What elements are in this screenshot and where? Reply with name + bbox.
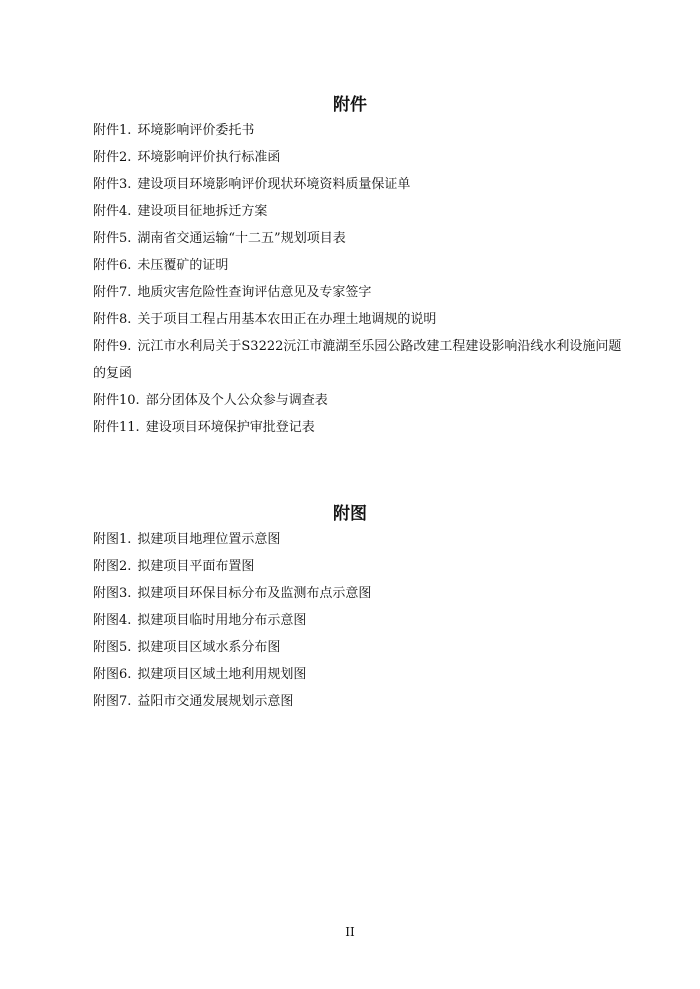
figure-number: 附图6. <box>93 667 132 682</box>
figure-text: 拟建项目区域水系分布图 <box>137 640 281 655</box>
figure-number: 附图5. <box>93 640 132 655</box>
figure-item <box>93 661 633 688</box>
figure-item <box>93 580 633 607</box>
figure-text: 拟建项目平面布置图 <box>137 559 255 574</box>
attachment-number: 附件9. <box>93 339 132 354</box>
attachment-item <box>93 144 633 171</box>
attachment-text: 建设项目环境影响评价现状环境资料质量保证单 <box>137 177 411 192</box>
attachment-number: 附件6. <box>93 258 132 273</box>
attachment-text: 未压覆矿的证明 <box>137 258 229 273</box>
attachment-item <box>93 387 633 414</box>
attachment-number: 附件4. <box>93 204 132 219</box>
attachment-number: 附件11. <box>93 420 140 435</box>
attachment-text: 建设项目环境保护审批登记表 <box>145 420 315 435</box>
attachment-number: 附件3. <box>93 177 132 192</box>
attachment-item <box>93 306 633 333</box>
figure-number: 附图3. <box>93 586 132 601</box>
attachment-item <box>93 171 633 198</box>
attachment-number: 附件5. <box>93 231 132 246</box>
figure-item <box>93 634 633 661</box>
figures-list <box>93 526 633 715</box>
page-number: II <box>345 925 355 939</box>
attachment-item <box>93 225 633 252</box>
attachment-text: 地质灾害危险性查询评估意见及专家签字 <box>137 285 372 300</box>
figure-text: 拟建项目临时用地分布示意图 <box>137 613 307 628</box>
attachment-number: 附件8. <box>93 312 132 327</box>
attachment-text: 部分团体及个人公众参与调查表 <box>145 393 328 408</box>
attachment-number: 附件10. <box>93 393 140 408</box>
figure-text: 拟建项目区域土地利用规划图 <box>137 667 307 682</box>
figure-text: 拟建项目环保目标分布及监测布点示意图 <box>137 586 372 601</box>
attachment-item <box>93 414 633 441</box>
figure-text: 拟建项目地理位置示意图 <box>137 532 281 547</box>
figure-item <box>93 526 633 553</box>
figure-number: 附图4. <box>93 613 132 628</box>
attachment-text: 建设项目征地拆迁方案 <box>137 204 268 219</box>
figure-number: 附图1. <box>93 532 132 547</box>
attachment-item <box>93 252 633 279</box>
attachment-text: 环境影响评价委托书 <box>137 123 255 138</box>
figures-title: 附图 <box>333 504 367 524</box>
attachment-item <box>93 198 633 225</box>
attachment-item <box>93 117 633 144</box>
attachment-text: 关于项目工程占用基本农田正在办理土地调规的说明 <box>137 312 437 327</box>
figure-item <box>93 553 633 580</box>
figure-item <box>93 688 633 715</box>
attachment-number: 附件7. <box>93 285 132 300</box>
attachment-item <box>93 333 633 387</box>
attachment-text: 环境影响评价执行标准函 <box>137 150 281 165</box>
attachments-list <box>93 117 633 441</box>
attachment-text: 湖南省交通运输“十二五”规划项目表 <box>137 231 346 246</box>
attachment-number: 附件1. <box>93 123 132 138</box>
attachment-text: 沅江市水利局关于S3222沅江市漉湖至乐园公路改建工程建设影响沿线水利设施问题的复函 <box>93 339 622 381</box>
attachment-number: 附件2. <box>93 150 132 165</box>
figure-item <box>93 607 633 634</box>
figure-number: 附图7. <box>93 694 132 709</box>
figure-number: 附图2. <box>93 559 132 574</box>
attachments-title: 附件 <box>333 95 367 115</box>
figure-text: 益阳市交通发展规划示意图 <box>137 694 294 709</box>
attachment-item <box>93 279 633 306</box>
